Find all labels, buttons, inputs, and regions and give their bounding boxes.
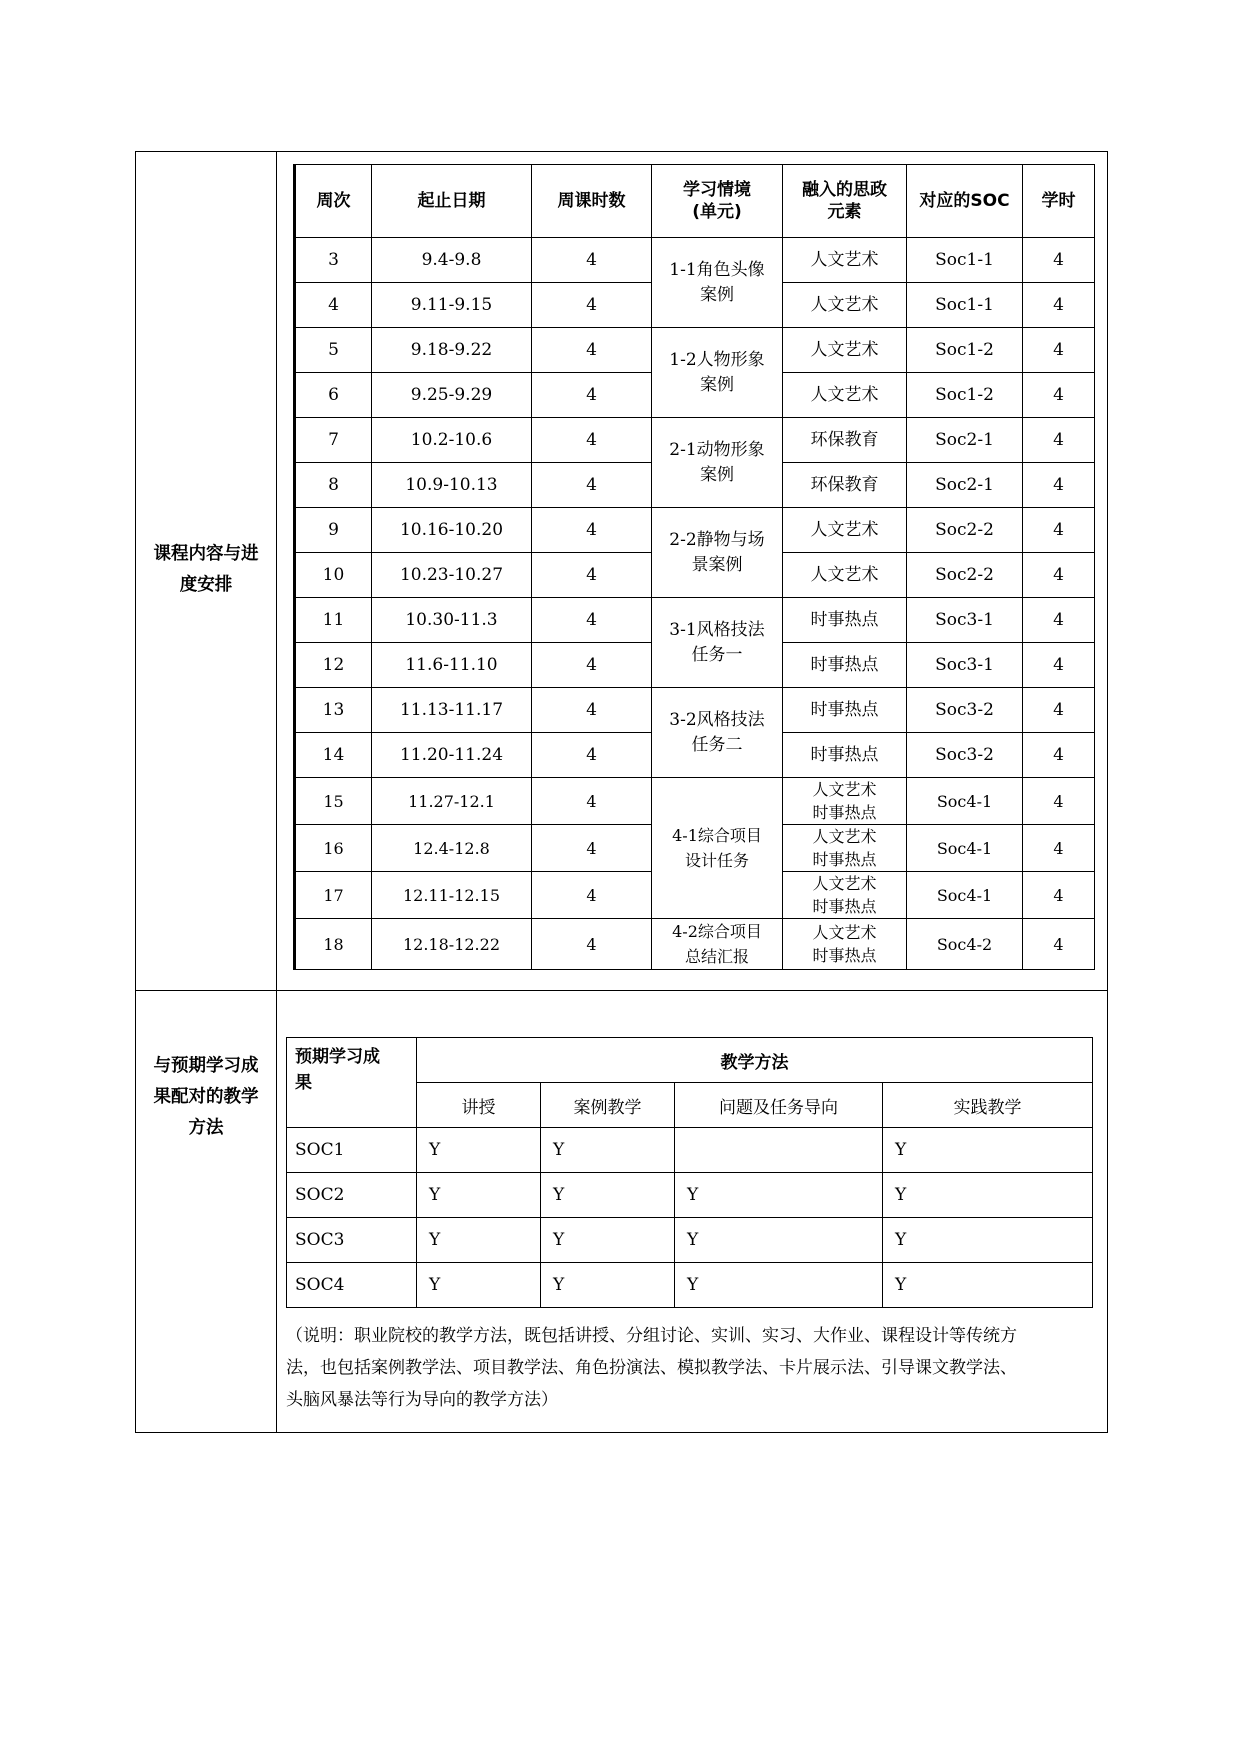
dates-cell: 11.13-11.17 [372, 688, 532, 733]
dates-cell: 9.25-9.29 [372, 373, 532, 418]
dates-cell: 11.27-12.1 [372, 778, 532, 825]
schedule-row [295, 688, 1095, 733]
soc-cell: Soc3-1 [907, 643, 1023, 688]
hours-cell: 4 [1023, 872, 1095, 919]
week-cell: 10 [295, 553, 372, 598]
method-mark-cell: Y [675, 1263, 883, 1308]
ideology-element-cell: 人文艺术 [783, 553, 907, 598]
schedule-row [295, 598, 1095, 643]
methods-row [287, 1263, 1093, 1308]
course-form-frame [135, 151, 1108, 1433]
ideology-element-cell: 人文艺术 时事热点 [783, 919, 907, 970]
soc-cell: Soc1-1 [907, 238, 1023, 283]
hours-cell: 4 [1023, 238, 1095, 283]
soc-cell: Soc1-2 [907, 328, 1023, 373]
method-mark-cell: Y [675, 1173, 883, 1218]
soc-cell: Soc2-2 [907, 553, 1023, 598]
header-teaching-methods: 教学方法 [417, 1038, 1093, 1083]
dates-cell: 10.30-11.3 [372, 598, 532, 643]
hours-cell: 4 [1023, 643, 1095, 688]
ideology-element-cell: 人文艺术 时事热点 [783, 825, 907, 872]
method-column-case: 案例教学 [541, 1083, 675, 1128]
hours-cell: 4 [1023, 328, 1095, 373]
header-unit: 学习情境 (单元) [652, 165, 783, 238]
section-label-teaching-methods: 与预期学习成 果配对的教学 方法 [153, 1056, 259, 1138]
ideology-element-cell: 时事热点 [783, 688, 907, 733]
method-mark-cell: Y [541, 1128, 675, 1173]
weekly-hours-cell: 4 [532, 688, 652, 733]
soc-cell: Soc1-1 [907, 283, 1023, 328]
schedule-row [295, 328, 1095, 373]
dates-cell: 9.18-9.22 [372, 328, 532, 373]
ideology-element-cell: 环保教育 [783, 463, 907, 508]
weekly-hours-cell: 4 [532, 733, 652, 778]
header-week: 周次 [295, 165, 372, 238]
schedule-row [295, 778, 1095, 825]
week-cell: 12 [295, 643, 372, 688]
methods-note: （说明：职业院校的教学方法，既包括讲授、分组讨论、实训、实习、大作业、课程设计等传统方 法，也包括案例教学法、项目教学法、角色扮演法、模拟教学法、卡片展示法、引导课文教学法、 头脑风暴法等行为导向的教学方法） [286, 1326, 1017, 1410]
weekly-hours-cell: 4 [532, 825, 652, 872]
week-cell: 11 [295, 598, 372, 643]
section-divider [136, 990, 1107, 991]
dates-cell: 11.20-11.24 [372, 733, 532, 778]
hours-cell: 4 [1023, 373, 1095, 418]
dates-cell: 10.9-10.13 [372, 463, 532, 508]
method-mark-cell: Y [883, 1173, 1093, 1218]
header-soc: 对应的SOC [907, 165, 1023, 238]
schedule-header-row [295, 165, 1095, 238]
dates-cell: 9.4-9.8 [372, 238, 532, 283]
hours-cell: 4 [1023, 553, 1095, 598]
soc-cell: Soc4-2 [907, 919, 1023, 970]
week-cell: 6 [295, 373, 372, 418]
dates-cell: 10.23-10.27 [372, 553, 532, 598]
week-cell: 9 [295, 508, 372, 553]
unit-cell: 3-2风格技法 任务二 [652, 688, 783, 778]
weekly-hours-cell: 4 [532, 373, 652, 418]
week-cell: 17 [295, 872, 372, 919]
weekly-hours-cell: 4 [532, 778, 652, 825]
dates-cell: 11.6-11.10 [372, 643, 532, 688]
header-hours: 学时 [1023, 165, 1095, 238]
hours-cell: 4 [1023, 778, 1095, 825]
hours-cell: 4 [1023, 418, 1095, 463]
weekly-hours-cell: 4 [532, 238, 652, 283]
outcome-cell: SOC1 [287, 1128, 417, 1173]
weekly-hours-cell: 4 [532, 872, 652, 919]
ideology-element-cell: 人文艺术 时事热点 [783, 778, 907, 825]
method-column-problem-task: 问题及任务导向 [675, 1083, 883, 1128]
unit-cell: 2-1动物形象 案例 [652, 418, 783, 508]
weekly-hours-cell: 4 [532, 418, 652, 463]
method-mark-cell: Y [417, 1263, 541, 1308]
weekly-hours-cell: 4 [532, 328, 652, 373]
schedule-row [295, 238, 1095, 283]
schedule-row [295, 418, 1095, 463]
unit-cell: 3-1风格技法 任务一 [652, 598, 783, 688]
week-cell: 5 [295, 328, 372, 373]
weekly-hours-cell: 4 [532, 508, 652, 553]
weekly-hours-cell: 4 [532, 553, 652, 598]
dates-cell: 12.11-12.15 [372, 872, 532, 919]
week-cell: 4 [295, 283, 372, 328]
week-cell: 14 [295, 733, 372, 778]
method-mark-cell: Y [883, 1218, 1093, 1263]
outcome-cell: SOC4 [287, 1263, 417, 1308]
ideology-element-cell: 人文艺术 [783, 373, 907, 418]
hours-cell: 4 [1023, 598, 1095, 643]
unit-cell: 4-1综合项目 设计任务 [652, 778, 783, 919]
section-label-content-schedule: 课程内容与进 度安排 [153, 544, 259, 595]
method-mark-cell: Y [541, 1263, 675, 1308]
schedule-row [295, 508, 1095, 553]
soc-cell: Soc4-1 [907, 872, 1023, 919]
week-cell: 13 [295, 688, 372, 733]
schedule-row [295, 919, 1095, 970]
method-mark-cell [675, 1128, 883, 1173]
method-mark-cell: Y [883, 1263, 1093, 1308]
schedule-table [293, 164, 1095, 970]
ideology-element-cell: 时事热点 [783, 643, 907, 688]
hours-cell: 4 [1023, 463, 1095, 508]
method-mark-cell: Y [883, 1128, 1093, 1173]
weekly-hours-cell: 4 [532, 919, 652, 970]
outcome-cell: SOC3 [287, 1218, 417, 1263]
unit-cell: 4-2综合项目 总结汇报 [652, 919, 783, 970]
method-mark-cell: Y [417, 1173, 541, 1218]
soc-cell: Soc4-1 [907, 825, 1023, 872]
methods-table [286, 1037, 1093, 1308]
unit-cell: 1-1角色头像 案例 [652, 238, 783, 328]
weekly-hours-cell: 4 [532, 463, 652, 508]
week-cell: 15 [295, 778, 372, 825]
weekly-hours-cell: 4 [532, 283, 652, 328]
ideology-element-cell: 人文艺术 [783, 508, 907, 553]
soc-cell: Soc2-1 [907, 463, 1023, 508]
dates-cell: 9.11-9.15 [372, 283, 532, 328]
method-mark-cell: Y [675, 1218, 883, 1263]
soc-cell: Soc2-2 [907, 508, 1023, 553]
ideology-element-cell: 人文艺术 [783, 238, 907, 283]
header-expected-outcome: 预期学习成 果 [287, 1038, 417, 1128]
week-cell: 16 [295, 825, 372, 872]
soc-cell: Soc3-2 [907, 688, 1023, 733]
soc-cell: Soc3-1 [907, 598, 1023, 643]
ideology-element-cell: 环保教育 [783, 418, 907, 463]
ideology-element-cell: 人文艺术 时事热点 [783, 872, 907, 919]
week-cell: 7 [295, 418, 372, 463]
methods-row [287, 1218, 1093, 1263]
header-ideology: 融入的思政 元素 [783, 165, 907, 238]
method-mark-cell: Y [541, 1218, 675, 1263]
soc-cell: Soc3-2 [907, 733, 1023, 778]
hours-cell: 4 [1023, 825, 1095, 872]
dates-cell: 10.16-10.20 [372, 508, 532, 553]
hours-cell: 4 [1023, 688, 1095, 733]
soc-cell: Soc4-1 [907, 778, 1023, 825]
dates-cell: 10.2-10.6 [372, 418, 532, 463]
outcome-cell: SOC2 [287, 1173, 417, 1218]
label-column-divider [276, 152, 277, 1432]
week-cell: 8 [295, 463, 372, 508]
hours-cell: 4 [1023, 508, 1095, 553]
soc-cell: Soc1-2 [907, 373, 1023, 418]
weekly-hours-cell: 4 [532, 598, 652, 643]
ideology-element-cell: 人文艺术 [783, 328, 907, 373]
hours-cell: 4 [1023, 733, 1095, 778]
method-mark-cell: Y [417, 1218, 541, 1263]
header-dates: 起止日期 [372, 165, 532, 238]
method-mark-cell: Y [417, 1128, 541, 1173]
ideology-element-cell: 时事热点 [783, 733, 907, 778]
weekly-hours-cell: 4 [532, 643, 652, 688]
methods-row [287, 1173, 1093, 1218]
dates-cell: 12.18-12.22 [372, 919, 532, 970]
ideology-element-cell: 时事热点 [783, 598, 907, 643]
method-column-lecture: 讲授 [417, 1083, 541, 1128]
unit-cell: 2-2静物与场 景案例 [652, 508, 783, 598]
header-weekly-hours: 周课时数 [532, 165, 652, 238]
method-mark-cell: Y [541, 1173, 675, 1218]
methods-row [287, 1128, 1093, 1173]
ideology-element-cell: 人文艺术 [783, 283, 907, 328]
soc-cell: Soc2-1 [907, 418, 1023, 463]
method-column-practice: 实践教学 [883, 1083, 1093, 1128]
dates-cell: 12.4-12.8 [372, 825, 532, 872]
hours-cell: 4 [1023, 283, 1095, 328]
week-cell: 18 [295, 919, 372, 970]
hours-cell: 4 [1023, 919, 1095, 970]
unit-cell: 1-2人物形象 案例 [652, 328, 783, 418]
week-cell: 3 [295, 238, 372, 283]
